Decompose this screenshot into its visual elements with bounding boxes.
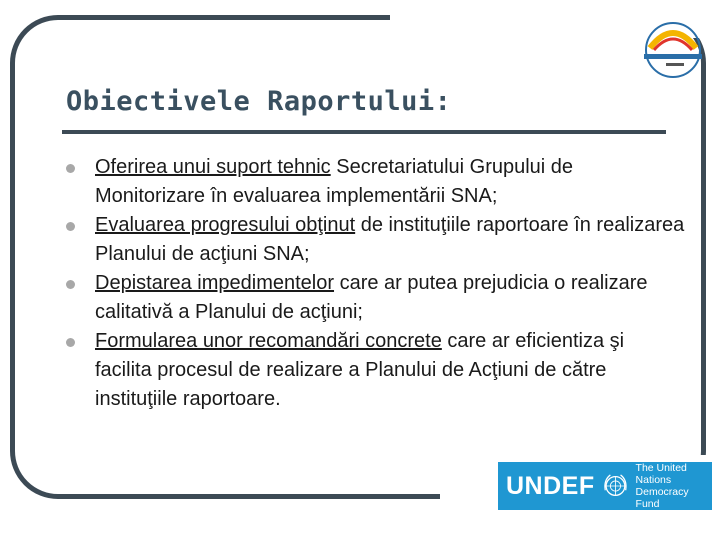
bullet-icon <box>66 280 75 289</box>
undef-subtitle-line: Democracy Fund <box>635 486 689 510</box>
bullet-text: de instituţiile raportoare în realizarea Planului de acţiuni SNA; <box>95 214 685 265</box>
bullet-text: care ar eficientiza şi facilita procesul de realizare a Planului de Acţiuni de către instituţiile raportoare. <box>95 330 625 410</box>
list-item <box>66 211 686 269</box>
organization-logo-icon <box>636 20 710 80</box>
bullet-underlined-text: Oferirea unui suport tehnic <box>95 156 331 178</box>
list-item <box>66 153 686 211</box>
undef-subtitle-line: The United Nations <box>635 462 687 486</box>
objectives-list <box>66 153 686 414</box>
bullet-text: care ar putea prejudicia o realizare calitativă a Planului de acţiuni; <box>95 272 648 323</box>
bullet-underlined-text: Formularea unor recomandări concrete <box>95 330 442 352</box>
undef-logo <box>498 462 712 510</box>
title-underline <box>62 130 666 134</box>
undef-wordmark: UNDEF <box>506 471 595 500</box>
un-emblem-icon <box>601 469 630 503</box>
bullet-icon <box>66 338 75 347</box>
list-item <box>66 327 686 414</box>
bullet-underlined-text: Depistarea impedimentelor <box>95 272 335 294</box>
undef-subtitle <box>636 462 712 510</box>
bullet-icon <box>66 164 75 173</box>
bullet-underlined-text: Evaluarea progresului obţinut <box>95 214 356 236</box>
slide-title: Obiectivele Raportului: <box>66 86 452 117</box>
bullet-text: Secretariatului Grupului de Monitorizare în evaluarea implementării SNA; <box>95 156 574 207</box>
list-item <box>66 269 686 327</box>
bullet-icon <box>66 222 75 231</box>
